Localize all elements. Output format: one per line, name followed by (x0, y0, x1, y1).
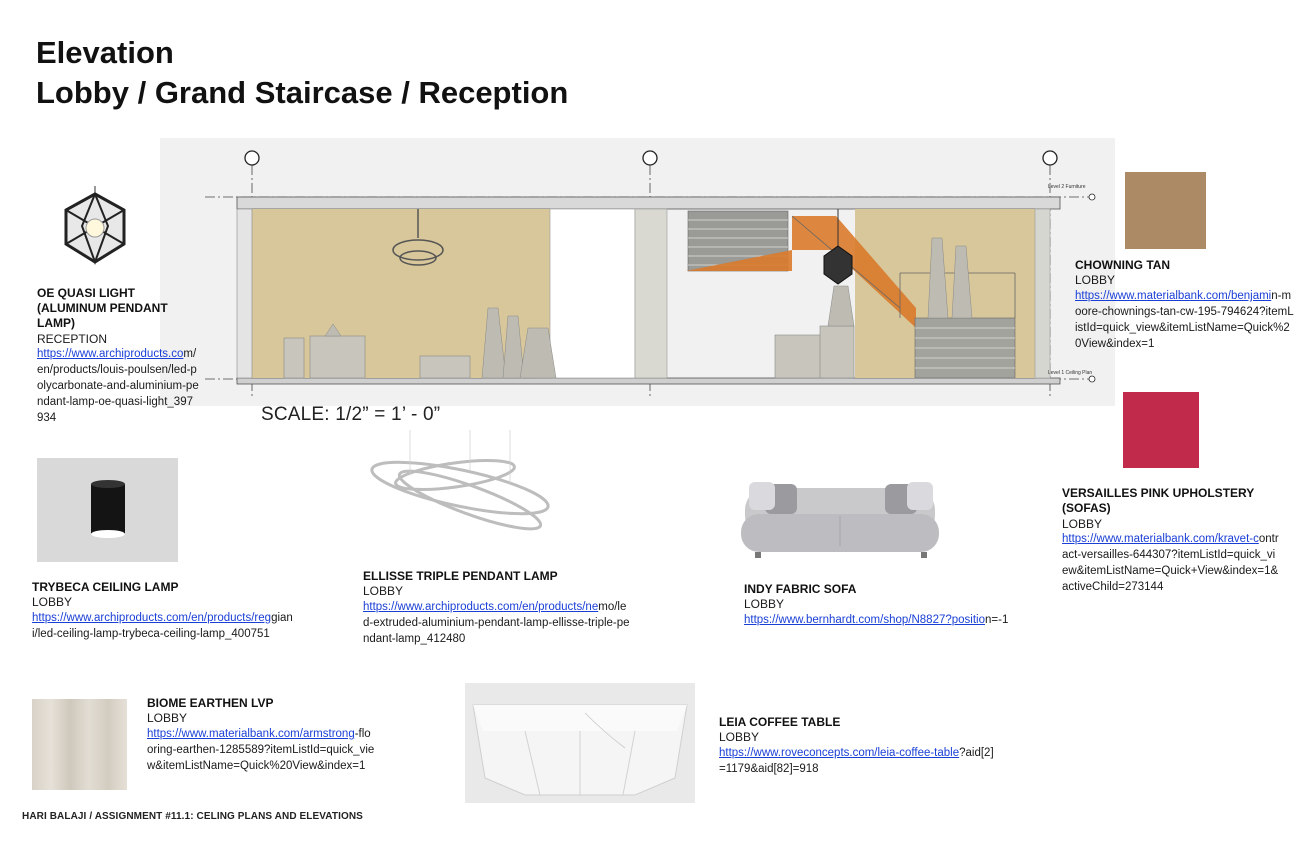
elevation-svg (160, 138, 1115, 406)
grid-bubble-3 (1043, 151, 1057, 165)
indy-url-link[interactable]: https://www.bernhardt.com/shop/N8827?positio (744, 614, 985, 626)
indy-url[interactable] (744, 612, 1016, 628)
chowning-tan-url-rest: n-moore-chownings-tan-cw-195-794624?itemListId=quick_view&itemListName=Quick%20View&index=1 (1075, 290, 1294, 350)
chowning-tan-location: LOBBY (1075, 273, 1116, 287)
page-title: Elevation (36, 35, 174, 70)
indy-location: LOBBY (744, 597, 785, 611)
oe-quasi-location: RECEPTION (37, 332, 108, 346)
indy-name: INDY FABRIC SOFA (744, 582, 857, 596)
versailles-pink-name: VERSAILLES PINK UPHOLSTERY (SOFAS) (1062, 486, 1255, 515)
ellisse-url[interactable] (363, 599, 631, 647)
ellisse-url-link[interactable]: https://www.archiproducts.com/en/products/ne (363, 601, 599, 613)
leia-location: LOBBY (719, 730, 760, 744)
leia-table-image (465, 683, 695, 803)
oe-quasi-url-rest: m/en/products/louis-poulsen/led-polycarbonate-and-aluminium-pendant-lamp-oe-quasi-light_397934 (37, 348, 199, 424)
grid-bubble-1 (245, 151, 259, 165)
trybeca-url-rest: giani/led-ceiling-lamp-trybeca-ceiling-lamp_400751 (32, 612, 293, 640)
trybeca-name: TRYBECA CEILING LAMP (32, 580, 179, 594)
chowning-tan-name: CHOWNING TAN (1075, 258, 1171, 272)
chowning-tan-swatch (1125, 172, 1206, 249)
footer-credit: HARI BALAJI / ASSIGNMENT #11.1: CELING PLANS AND ELEVATIONS (22, 811, 363, 822)
biome-name: BIOME EARTHEN LVP (147, 696, 274, 710)
page-subtitle: Lobby / Grand Staircase / Reception (36, 75, 569, 110)
oe-quasi-url-link[interactable]: https://www.archiproducts.co (37, 348, 184, 360)
grid-bubble-2 (643, 151, 657, 165)
biome-lvp-swatch (32, 699, 127, 790)
elevation-drawing (160, 138, 1115, 406)
biome-location: LOBBY (147, 711, 188, 725)
oe-quasi-name: OE QUASI LIGHT (ALUMINUM PENDANT LAMP) (37, 286, 168, 330)
biome-url-link[interactable]: https://www.materialbank.com/armstrong (147, 728, 355, 740)
svg-text:Level 2 Furniture: Level 2 Furniture (1048, 184, 1086, 190)
coffee-table-icon (465, 683, 695, 803)
leia-name: LEIA COFFEE TABLE (719, 715, 841, 729)
trybeca-url-link[interactable]: https://www.archiproducts.com/en/products/reg (32, 612, 272, 624)
chowning-tan-url[interactable] (1075, 288, 1295, 352)
ellisse-location: LOBBY (363, 584, 404, 598)
ring-lamp-icon (360, 430, 555, 540)
versailles-pink-url[interactable] (1062, 531, 1280, 595)
trybeca-lamp-image (37, 458, 178, 562)
column (635, 209, 667, 378)
versailles-pink-url-rest: ontract-versailles-644307?itemListId=quick_view&itemListName=Quick+View&index=1&activeChild=273144 (1062, 533, 1279, 593)
pendant-lamp-icon (58, 186, 132, 268)
ellisse-name: ELLISSE TRIPLE PENDANT LAMP (363, 569, 558, 583)
ellisse-lamp-image (360, 430, 555, 540)
ceiling-lamp-icon (37, 458, 178, 562)
oe-quasi-url[interactable] (37, 346, 199, 426)
leia-url[interactable] (719, 745, 999, 777)
leia-url-link[interactable]: https://www.roveconcepts.com/leia-coffee-table (719, 747, 960, 759)
scale-label: SCALE: 1/2” = 1’ - 0” (261, 404, 441, 425)
svg-text:Level 1 Ceiling Plan: Level 1 Ceiling Plan (1048, 370, 1093, 376)
trybeca-url[interactable] (32, 610, 294, 642)
versailles-pink-swatch (1123, 392, 1199, 468)
biome-url[interactable] (147, 726, 375, 774)
indy-sofa-image (735, 476, 945, 561)
indy-url-rest: n=-1 (985, 614, 1009, 626)
ellisse-url-rest: mo/led-extruded-aluminium-pendant-lamp-ellisse-triple-pendant-lamp_412480 (363, 601, 630, 645)
versailles-pink-location: LOBBY (1062, 517, 1103, 531)
oe-quasi-light-image (58, 186, 132, 268)
trybeca-location: LOBBY (32, 595, 73, 609)
chowning-tan-url-link[interactable]: https://www.materialbank.com/benjami (1075, 290, 1272, 302)
biome-url-rest: -flooring-earthen-1285589?itemListId=quick_view&itemListName=Quick%20View&index=1 (147, 728, 375, 772)
sofa-icon (735, 476, 945, 561)
versailles-pink-url-link[interactable]: https://www.materialbank.com/kravet-c (1062, 533, 1259, 545)
leia-url-rest: ?aid[2]=1179&aid[82]=918 (719, 747, 994, 775)
